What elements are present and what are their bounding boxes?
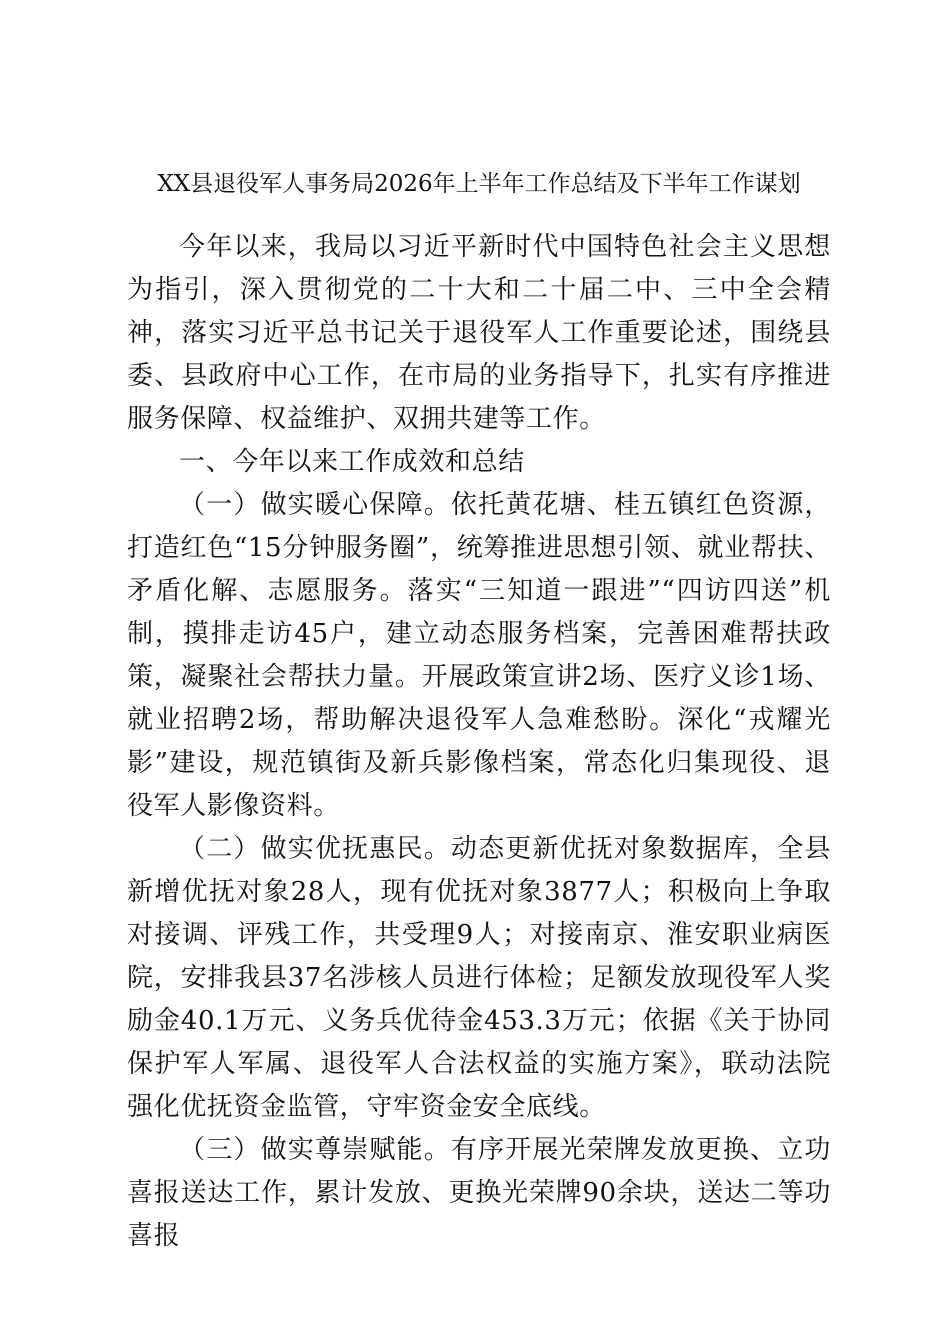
intro-paragraph: 今年以来，我局以习近平新时代中国特色社会主义思想为指引，深入贯彻党的二十大和二十届二中、三中全会精神，落实习近平总书记关于退役军人工作重要论述，围绕县委、县政府中心工作，在市局的业务指导下，扎实有序推进服务保障、权益维护、双拥共建等工作。 <box>127 232 831 434</box>
section-heading: 一、今年以来工作成效和总结 <box>179 447 525 477</box>
subsection-paragraph-1: （一）做实暖心保障。依托黄花塘、桂五镇红色资源，打造红色“15分钟服务圈”，统筹推进思想引领、就业帮扶、矛盾化解、志愿服务。落实“三知道一跟进”“四访四送”机制，摸排走访45户，建立动态服务档案，完善困难帮扶政策，凝聚社会帮扶力量。开展政策宣讲2场、医疗义诊1场、就业招聘2场，帮助解决退役军人急难愁盼。深化“戎耀光影”建设，规范镇街及新兵影像档案，常态化归集现役、退役军人影像资料。 <box>127 490 831 821</box>
document-title: XX县退役军人事务局2026年上半年工作总结及下半年工作谋划 <box>157 171 801 197</box>
subsection-paragraph-2: （二）做实优抚惠民。动态更新优抚对象数据库，全县新增优抚对象28人，现有优抚对象3877人；积极向上争取对接调、评残工作，共受理9人；对接南京、淮安职业病医院，安排我县37名涉核人员进行体检；足额发放现役军人奖励金40.1万元、义务兵优待金453.3万元；依据《关于协同保护军人军属、退役军人合法权益的实施方案》，联动法院强化优抚资金监管，守牢资金安全底线。 <box>127 834 831 1122</box>
document-body <box>127 226 831 1258</box>
subsection-paragraph-3: （三）做实尊崇赋能。有序开展光荣牌发放更换、立功喜报送达工作，累计发放、更换光荣牌90余块，送达二等功喜报 <box>127 1135 831 1251</box>
document-content <box>127 166 831 1258</box>
